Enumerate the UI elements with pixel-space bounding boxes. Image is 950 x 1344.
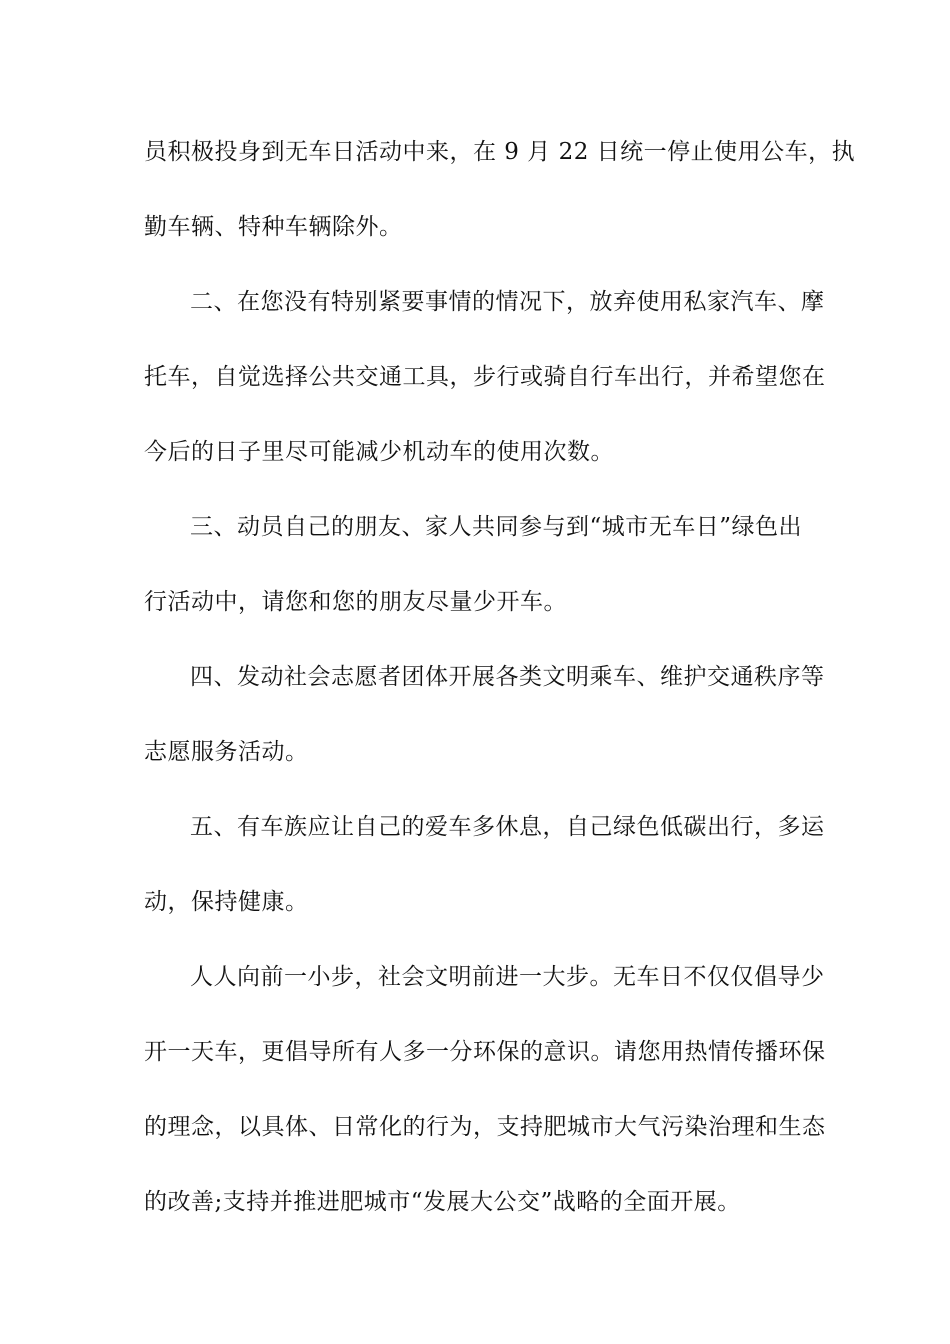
- paragraph-4-start: 四、发动社会志愿者团体开展各类文明乘车、维护交通秩序等: [190, 664, 825, 690]
- text-line: 的改善;支持并推进肥城市“发展大公交”战略的全面开展。: [144, 1189, 741, 1215]
- text-line: 行活动中，请您和您的朋友尽量少开车。: [144, 589, 567, 615]
- paragraph-5-start: 五、有车族应让自己的爱车多休息，自己绿色低碳出行，多运: [190, 814, 825, 840]
- paragraph-6-start: 人人向前一小步，社会文明前进一大步。无车日不仅仅倡导少: [190, 964, 825, 990]
- text-line: 志愿服务活动。: [144, 739, 309, 765]
- text-line: 托车，自觉选择公共交通工具，步行或骑自行车出行，并希望您在: [144, 364, 826, 390]
- text-line: 员积极投身到无车日活动中来，在 9 月 22 日统一停止使用公车，执: [144, 139, 856, 165]
- paragraph-3-start: 三、动员自己的朋友、家人共同参与到“城市无车日”绿色出: [190, 514, 803, 540]
- text-line: 的理念，以具体、日常化的行为，支持肥城市大气污染治理和生态: [144, 1114, 826, 1140]
- text-line: 勤车辆、特种车辆除外。: [144, 214, 403, 240]
- paragraph-2-start: 二、在您没有特别紧要事情的情况下，放弃使用私家汽车、摩: [190, 289, 825, 315]
- text-line: 开一天车，更倡导所有人多一分环保的意识。请您用热情传播环保: [144, 1039, 826, 1065]
- text-line: 动，保持健康。: [144, 889, 309, 915]
- text-line: 今后的日子里尽可能减少机动车的使用次数。: [144, 439, 614, 465]
